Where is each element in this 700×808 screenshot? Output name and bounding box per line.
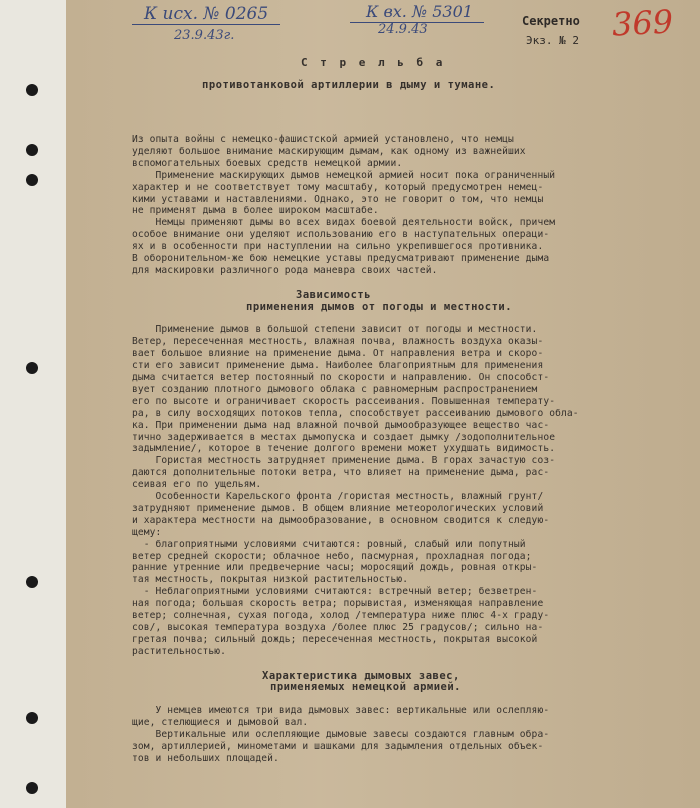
body-line: тов и небольших площадей. xyxy=(132,752,279,764)
body-line: В оборонительном-же бою немецкие уставы предусматривают применение дыма xyxy=(132,253,550,264)
body-line: сеивая его по ущельям. xyxy=(132,479,262,491)
section-heading: Характеристика дымовых завес, xyxy=(262,669,460,682)
body-line: вспомогательных боевых средств немецкой армии. xyxy=(132,157,403,169)
register-underline xyxy=(132,24,280,25)
body-line: Особенности Карельского фронта /гористая местность, влажный грунт/ xyxy=(132,491,544,502)
body-line: особое внимание они уделяют использованию его в наступательных операци- xyxy=(132,229,550,241)
body-line: тая местность, покрытая низкой растительностью. xyxy=(132,574,409,586)
body-line: затрудняют применение дымов. В общем влияние метеорологических условий xyxy=(132,502,544,514)
body-line: не применят дыма в более широком масштабе. xyxy=(132,205,379,217)
body-line: - благоприятными условиями считаются: ровный, слабый или попутный xyxy=(132,538,526,550)
outgoing-register-date: 23.9.43г. xyxy=(174,28,235,43)
document-page xyxy=(66,0,700,808)
body-line: щие, стелющиеся и дымовой вал. xyxy=(132,717,309,729)
binding-hole xyxy=(26,362,38,374)
incoming-register-number: К вх. № 5301 xyxy=(366,2,473,21)
binding-hole xyxy=(26,144,38,156)
body-line: характер и не соответствует тому масштабу, который предусмотрен немец- xyxy=(132,181,544,193)
binding-hole xyxy=(26,782,38,794)
body-line: задымление/, которое в течение долгого времени может ухудшать видимость. xyxy=(132,443,556,455)
archive-sheet-number: 369 xyxy=(611,2,675,44)
binding-hole xyxy=(26,576,38,588)
body-line: даются дополнительные потоки ветра, что влияет на применение дыма, рас- xyxy=(132,467,550,479)
body-line: тично задерживается в местах дымопуска и создает дымку /зодополнительное xyxy=(132,431,556,443)
binding-hole xyxy=(26,174,38,186)
body-line: ная погода; большая скорость ветра; порывистая, изменяющая направление xyxy=(132,598,544,610)
document-subtitle: противотанковой артиллерии в дыму и тумане. xyxy=(202,79,496,91)
body-line: Применение дымов в большой степени зависит от погоды и местности. xyxy=(132,324,538,336)
body-line: и характера местности на дымообразование, в основном сводится к следую- xyxy=(132,514,550,526)
section-heading: применяемых немецкой армией. xyxy=(270,681,462,694)
body-line: Ветер, пересеченная местность, влажная почва, влажность воздуха оказы- xyxy=(132,336,544,348)
section-heading: Зависимость xyxy=(296,288,372,301)
body-line: ранние утренние или предвечерние часы; моросящий дождь, ровная откры- xyxy=(132,562,538,574)
body-line: зом, артиллерией, минометами и шашками для задымления отдельных объек- xyxy=(132,740,544,752)
body-line: вает большое влияние на применение дыма. От направления ветра и скоро- xyxy=(132,348,544,360)
body-line: - Неблагоприятными условиями считаются: встречный ветер; безветрен- xyxy=(132,586,538,598)
body-line: Применение маскирующих дымов немецкой армией носит пока ограниченный xyxy=(132,169,556,181)
body-line: сов/, высокая температура воздуха /более плюс 25 градусов/; сильно на- xyxy=(132,621,544,633)
body-line: Гористая местность затрудняет применение дыма. В горах зачастую соз- xyxy=(132,455,556,467)
section-heading: применения дымов от погоды и местности. xyxy=(246,300,513,313)
body-line: гретая почва; сильный дождь; пересеченная местность, покрытая высокой xyxy=(132,633,538,645)
body-line: ветер средней скорости; облачное небо, пасмурная, прохладная погода; xyxy=(132,550,532,562)
body-line: сти его зависит применение дыма. Наиболее благоприятным для применения xyxy=(132,360,544,372)
copy-number: Экз. № 2 xyxy=(526,34,579,47)
body-line: растительностью. xyxy=(132,645,227,657)
body-line: ветер; солнечная, сухая погода, холод /температура ниже плюс 4-х граду- xyxy=(132,610,550,621)
body-line: щему: xyxy=(132,526,162,538)
body-line: Из опыта войны с немецко-фашистской армией установлено, что немцы xyxy=(132,134,514,145)
body-line: его по высоте и ограничивает скорость рассеивания. Повышенная температу- xyxy=(132,395,556,407)
classification-label: Секретно xyxy=(522,14,580,28)
body-line: кими уставами и наставлениями. Однако, это не говорит о том, что немцы xyxy=(132,193,544,205)
body-line: для маскировки различного рода маневра своих частей. xyxy=(132,264,438,276)
body-line: вует созданию плотного дымового облака с равномерным распространением xyxy=(132,383,538,395)
outgoing-register-number: К исх. № 0265 xyxy=(144,4,269,24)
body-line: ра, в силу восходящих потоков тепла, способствует рассеиванию дымового обла- xyxy=(132,407,579,419)
body-line: уделяют большое внимание маскирующим дымам, как одному из важнейших xyxy=(132,145,526,157)
archive-binding-strip xyxy=(0,0,67,808)
body-line: Вертикальные или ослепляющие дымовые завесы создаются главным обра- xyxy=(132,729,550,740)
binding-hole xyxy=(26,84,38,96)
body-line: ях и в особенности при наступлении на сильно укрепившегося противника. xyxy=(132,241,544,253)
body-line: дыма считается ветер постоянный по скорости и направлению. Он способст- xyxy=(132,372,550,383)
incoming-register-date: 24.9.43 xyxy=(378,22,428,37)
body-line: ка. При применении дыма над влажной почвой дымообразующее вещество час- xyxy=(132,419,550,431)
body-line: Немцы применяют дымы во всех видах боевой деятельности войск, причем xyxy=(132,217,556,229)
binding-hole xyxy=(26,712,38,724)
document-title: С т р е л ь б а xyxy=(301,56,446,69)
body-line: У немцев имеются три вида дымовых завес: вертикальные или ослепляю- xyxy=(132,705,550,717)
